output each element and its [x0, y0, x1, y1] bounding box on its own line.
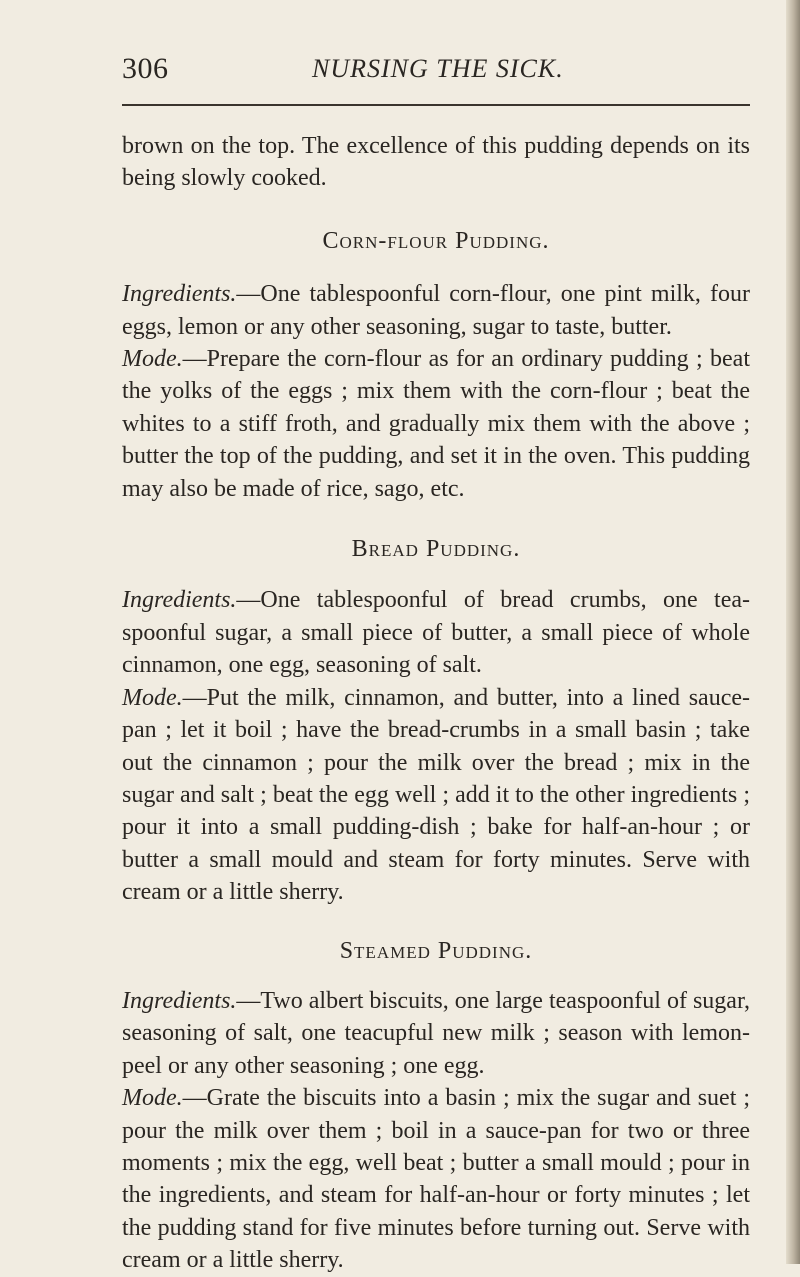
- mode-label: Mode.: [122, 1085, 183, 1112]
- running-title: NURSING THE SICK.: [312, 54, 564, 83]
- ingredients-label: Ingredients.: [122, 587, 237, 614]
- body-text: [122, 130, 750, 1277]
- mode-text: —Prepare the corn-flour as for an ordinary pudding ; beat the yolks of the eggs ; mix them with the corn-flour ; beat the whites to a stiff froth, and gradually mix them with the above ; butter the top of the pudding, and set it in the oven. This pudding may also be made of rice, sago, etc.: [122, 346, 750, 502]
- running-head: [122, 52, 750, 100]
- mode-label: Mode.: [122, 684, 183, 711]
- mode-paragraph: [122, 1082, 750, 1276]
- ingredients-text: —One tablespoonful corn-flour, one pint milk, four eggs, lemon or any other seasoning, sugar to taste, butter.: [122, 281, 750, 340]
- ingredients-text: —Two albert biscuits, one large teaspoonful of sugar, seasoning of salt, one teacupful new milk ; season with lemon-peel or any other seasoning ; one egg.: [122, 987, 750, 1079]
- section-title-bread: Bread Pudding.: [351, 536, 521, 563]
- ingredients-paragraph: [122, 985, 750, 1082]
- mode-text: —Grate the biscuits into a basin ; mix the sugar and suet ; pour the milk over them ; boil in a sauce-pan for two or three moments ; mix the egg, well beat ; butter a small mould ; pour in the ingredients, and steam for half-an-hour or forty minutes ; let the pudding stand for five minutes before turning out. Serve with cream or a little sherry.: [122, 1085, 750, 1274]
- ingredients-label: Ingredients.: [122, 987, 237, 1014]
- intro-paragraph: brown on the top. The excellence of this pudding depends on its being slowly cooked.: [122, 133, 750, 192]
- ingredients-paragraph: [122, 584, 750, 681]
- ingredients-text: —One tablespoonful of bread crumbs, one tea-spoonful sugar, a small piece of butter, a small piece of whole cinnamon, one egg, seasoning of salt.: [122, 587, 750, 679]
- page-number: 306: [122, 52, 169, 85]
- mode-paragraph: [122, 343, 750, 505]
- section-title-corn-flour: Corn-flour Pudding.: [322, 227, 550, 254]
- mode-label: Mode.: [122, 346, 183, 373]
- header-rule: [122, 104, 750, 106]
- page-edge-shadow: [786, 0, 800, 1264]
- section-title-steamed: Steamed Pudding.: [339, 937, 533, 964]
- mode-text: —Put the milk, cinnamon, and butter, into a lined sauce-pan ; let it boil ; have the bread-crumbs in a small basin ; take out the cinnamon ; pour the milk over the bread ; mix in the sugar and salt ; beat the egg well ; add it to the other ingredients ; pour it into a small pudding-dish ; bake for half-an-hour ; or butter a small mould and steam for forty minutes. Serve with cream or a little sherry.: [122, 684, 750, 906]
- ingredients-paragraph: [122, 278, 750, 343]
- mode-paragraph: [122, 682, 750, 909]
- ingredients-label: Ingredients.: [122, 281, 237, 308]
